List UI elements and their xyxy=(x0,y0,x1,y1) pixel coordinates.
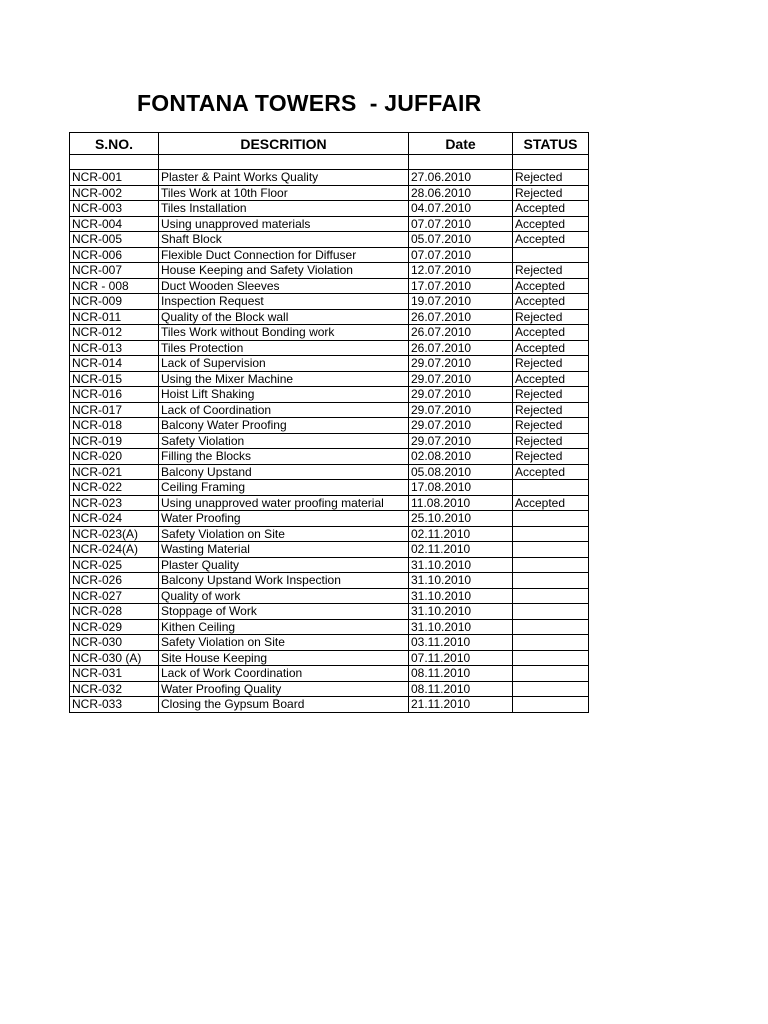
cell-status xyxy=(513,526,589,542)
table-row xyxy=(70,619,589,635)
cell-date: 07.07.2010 xyxy=(409,216,513,232)
table-row xyxy=(70,325,589,341)
cell-sno: NCR-014 xyxy=(70,356,159,372)
table-row xyxy=(70,418,589,434)
cell-sno: NCR-019 xyxy=(70,433,159,449)
cell-date: 31.10.2010 xyxy=(409,557,513,573)
cell-description: Inspection Request xyxy=(159,294,409,310)
cell-status xyxy=(513,681,589,697)
blank-cell xyxy=(409,155,513,170)
cell-date: 11.08.2010 xyxy=(409,495,513,511)
cell-status: Accepted xyxy=(513,464,589,480)
cell-sno: NCR-003 xyxy=(70,201,159,217)
cell-sno: NCR-021 xyxy=(70,464,159,480)
cell-sno: NCR-030 (A) xyxy=(70,650,159,666)
blank-row xyxy=(70,155,589,170)
table-row xyxy=(70,387,589,403)
cell-description: Flexible Duct Connection for Diffuser xyxy=(159,247,409,263)
cell-description: Lack of Coordination xyxy=(159,402,409,418)
cell-status: Accepted xyxy=(513,278,589,294)
cell-description: Balcony Upstand Work Inspection xyxy=(159,573,409,589)
cell-sno: NCR-029 xyxy=(70,619,159,635)
table-row xyxy=(70,232,589,248)
cell-description: Balcony Water Proofing xyxy=(159,418,409,434)
table-row xyxy=(70,573,589,589)
table-row xyxy=(70,557,589,573)
cell-date: 21.11.2010 xyxy=(409,697,513,713)
cell-status: Rejected xyxy=(513,387,589,403)
table-row xyxy=(70,588,589,604)
cell-sno: NCR-002 xyxy=(70,185,159,201)
cell-date: 12.07.2010 xyxy=(409,263,513,279)
table-row xyxy=(70,278,589,294)
cell-status xyxy=(513,604,589,620)
cell-status: Rejected xyxy=(513,185,589,201)
cell-date: 31.10.2010 xyxy=(409,619,513,635)
table-row xyxy=(70,185,589,201)
cell-status: Rejected xyxy=(513,402,589,418)
cell-description: Tiles Installation xyxy=(159,201,409,217)
cell-date: 31.10.2010 xyxy=(409,604,513,620)
table-row xyxy=(70,681,589,697)
ncr-table xyxy=(69,132,589,713)
cell-description: Shaft Block xyxy=(159,232,409,248)
cell-status xyxy=(513,557,589,573)
cell-sno: NCR-016 xyxy=(70,387,159,403)
table-row xyxy=(70,666,589,682)
cell-date: 07.07.2010 xyxy=(409,247,513,263)
cell-status: Accepted xyxy=(513,294,589,310)
cell-sno: NCR-007 xyxy=(70,263,159,279)
table-row xyxy=(70,263,589,279)
table-row xyxy=(70,216,589,232)
table-header-row xyxy=(70,133,589,155)
table-body xyxy=(70,155,589,713)
cell-status: Rejected xyxy=(513,418,589,434)
cell-sno: NCR-033 xyxy=(70,697,159,713)
table-row xyxy=(70,247,589,263)
cell-date: 31.10.2010 xyxy=(409,588,513,604)
blank-cell xyxy=(159,155,409,170)
cell-date: 08.11.2010 xyxy=(409,681,513,697)
cell-sno: NCR-027 xyxy=(70,588,159,604)
cell-description: Duct Wooden Sleeves xyxy=(159,278,409,294)
cell-sno: NCR-020 xyxy=(70,449,159,465)
cell-date: 29.07.2010 xyxy=(409,418,513,434)
cell-sno: NCR-013 xyxy=(70,340,159,356)
cell-description: Safety Violation on Site xyxy=(159,526,409,542)
table-row xyxy=(70,449,589,465)
cell-date: 19.07.2010 xyxy=(409,294,513,310)
cell-status xyxy=(513,247,589,263)
cell-status: Rejected xyxy=(513,309,589,325)
cell-status xyxy=(513,542,589,558)
cell-sno: NCR-004 xyxy=(70,216,159,232)
table-row xyxy=(70,511,589,527)
header-sno: S.NO. xyxy=(70,133,159,155)
table-row xyxy=(70,356,589,372)
cell-status xyxy=(513,697,589,713)
cell-description: Wasting Material xyxy=(159,542,409,558)
cell-status xyxy=(513,650,589,666)
cell-sno: NCR-015 xyxy=(70,371,159,387)
cell-sno: NCR-009 xyxy=(70,294,159,310)
document-title: FONTANA TOWERS - JUFFAIR xyxy=(137,90,482,116)
cell-status xyxy=(513,573,589,589)
table-row xyxy=(70,526,589,542)
cell-description: Tiles Protection xyxy=(159,340,409,356)
cell-status xyxy=(513,511,589,527)
cell-sno: NCR-011 xyxy=(70,309,159,325)
cell-status xyxy=(513,635,589,651)
table-row xyxy=(70,604,589,620)
cell-date: 17.07.2010 xyxy=(409,278,513,294)
cell-description: Lack of Supervision xyxy=(159,356,409,372)
cell-sno: NCR-032 xyxy=(70,681,159,697)
cell-sno: NCR-024 xyxy=(70,511,159,527)
table-row xyxy=(70,170,589,186)
cell-date: 29.07.2010 xyxy=(409,433,513,449)
header-status: STATUS xyxy=(513,133,589,155)
cell-status xyxy=(513,666,589,682)
cell-description: Using unapproved materials xyxy=(159,216,409,232)
cell-sno: NCR-018 xyxy=(70,418,159,434)
cell-status: Accepted xyxy=(513,325,589,341)
cell-status: Accepted xyxy=(513,232,589,248)
cell-description: Using unapproved water proofing material xyxy=(159,495,409,511)
cell-date: 08.11.2010 xyxy=(409,666,513,682)
cell-description: Hoist Lift Shaking xyxy=(159,387,409,403)
cell-status xyxy=(513,588,589,604)
cell-status: Rejected xyxy=(513,433,589,449)
cell-date: 02.11.2010 xyxy=(409,542,513,558)
cell-sno: NCR-024(A) xyxy=(70,542,159,558)
cell-description: Kithen Ceiling xyxy=(159,619,409,635)
table-row xyxy=(70,201,589,217)
cell-sno: NCR-031 xyxy=(70,666,159,682)
cell-description: Tiles Work at 10th Floor xyxy=(159,185,409,201)
header-date: Date xyxy=(409,133,513,155)
cell-description: Water Proofing xyxy=(159,511,409,527)
table-row xyxy=(70,371,589,387)
cell-description: Using the Mixer Machine xyxy=(159,371,409,387)
cell-date: 07.11.2010 xyxy=(409,650,513,666)
cell-description: Balcony Upstand xyxy=(159,464,409,480)
table-row xyxy=(70,542,589,558)
cell-description: Closing the Gypsum Board xyxy=(159,697,409,713)
table-row xyxy=(70,294,589,310)
cell-date: 29.07.2010 xyxy=(409,356,513,372)
cell-date: 29.07.2010 xyxy=(409,402,513,418)
cell-status xyxy=(513,480,589,496)
cell-date: 25.10.2010 xyxy=(409,511,513,527)
cell-date: 29.07.2010 xyxy=(409,371,513,387)
cell-description: Quality of the Block wall xyxy=(159,309,409,325)
cell-sno: NCR-005 xyxy=(70,232,159,248)
table-row xyxy=(70,402,589,418)
cell-date: 26.07.2010 xyxy=(409,325,513,341)
cell-date: 05.07.2010 xyxy=(409,232,513,248)
cell-description: Safety Violation xyxy=(159,433,409,449)
cell-date: 17.08.2010 xyxy=(409,480,513,496)
cell-description: Stoppage of Work xyxy=(159,604,409,620)
blank-cell xyxy=(70,155,159,170)
cell-sno: NCR-001 xyxy=(70,170,159,186)
cell-sno: NCR-030 xyxy=(70,635,159,651)
cell-description: Water Proofing Quality xyxy=(159,681,409,697)
cell-sno: NCR-022 xyxy=(70,480,159,496)
cell-status xyxy=(513,619,589,635)
cell-description: Lack of Work Coordination xyxy=(159,666,409,682)
table-row xyxy=(70,650,589,666)
cell-description: Plaster Quality xyxy=(159,557,409,573)
cell-sno: NCR-026 xyxy=(70,573,159,589)
cell-description: Ceiling Framing xyxy=(159,480,409,496)
table-row xyxy=(70,309,589,325)
cell-status: Accepted xyxy=(513,371,589,387)
cell-status: Accepted xyxy=(513,495,589,511)
cell-status: Rejected xyxy=(513,170,589,186)
cell-date: 05.08.2010 xyxy=(409,464,513,480)
cell-status: Accepted xyxy=(513,201,589,217)
cell-date: 27.06.2010 xyxy=(409,170,513,186)
cell-description: Plaster & Paint Works Quality xyxy=(159,170,409,186)
cell-date: 31.10.2010 xyxy=(409,573,513,589)
cell-description: Filling the Blocks xyxy=(159,449,409,465)
cell-description: Tiles Work without Bonding work xyxy=(159,325,409,341)
cell-status: Rejected xyxy=(513,449,589,465)
cell-sno: NCR-006 xyxy=(70,247,159,263)
cell-date: 04.07.2010 xyxy=(409,201,513,217)
cell-sno: NCR-017 xyxy=(70,402,159,418)
table-row xyxy=(70,464,589,480)
cell-date: 02.11.2010 xyxy=(409,526,513,542)
cell-status: Rejected xyxy=(513,263,589,279)
cell-sno: NCR-012 xyxy=(70,325,159,341)
cell-date: 03.11.2010 xyxy=(409,635,513,651)
cell-date: 26.07.2010 xyxy=(409,340,513,356)
cell-description: Safety Violation on Site xyxy=(159,635,409,651)
table-row xyxy=(70,340,589,356)
cell-sno: NCR-023(A) xyxy=(70,526,159,542)
cell-status: Accepted xyxy=(513,216,589,232)
cell-date: 28.06.2010 xyxy=(409,185,513,201)
table-row xyxy=(70,495,589,511)
cell-status: Rejected xyxy=(513,356,589,372)
cell-description: Site House Keeping xyxy=(159,650,409,666)
table-row xyxy=(70,697,589,713)
cell-sno: NCR-023 xyxy=(70,495,159,511)
cell-sno: NCR-025 xyxy=(70,557,159,573)
cell-date: 02.08.2010 xyxy=(409,449,513,465)
header-description: DESCRITION xyxy=(159,133,409,155)
cell-status: Accepted xyxy=(513,340,589,356)
table-row xyxy=(70,635,589,651)
cell-sno: NCR-028 xyxy=(70,604,159,620)
cell-description: House Keeping and Safety Violation xyxy=(159,263,409,279)
cell-sno: NCR - 008 xyxy=(70,278,159,294)
cell-date: 29.07.2010 xyxy=(409,387,513,403)
table-row xyxy=(70,480,589,496)
cell-description: Quality of work xyxy=(159,588,409,604)
blank-cell xyxy=(513,155,589,170)
cell-date: 26.07.2010 xyxy=(409,309,513,325)
table-row xyxy=(70,433,589,449)
